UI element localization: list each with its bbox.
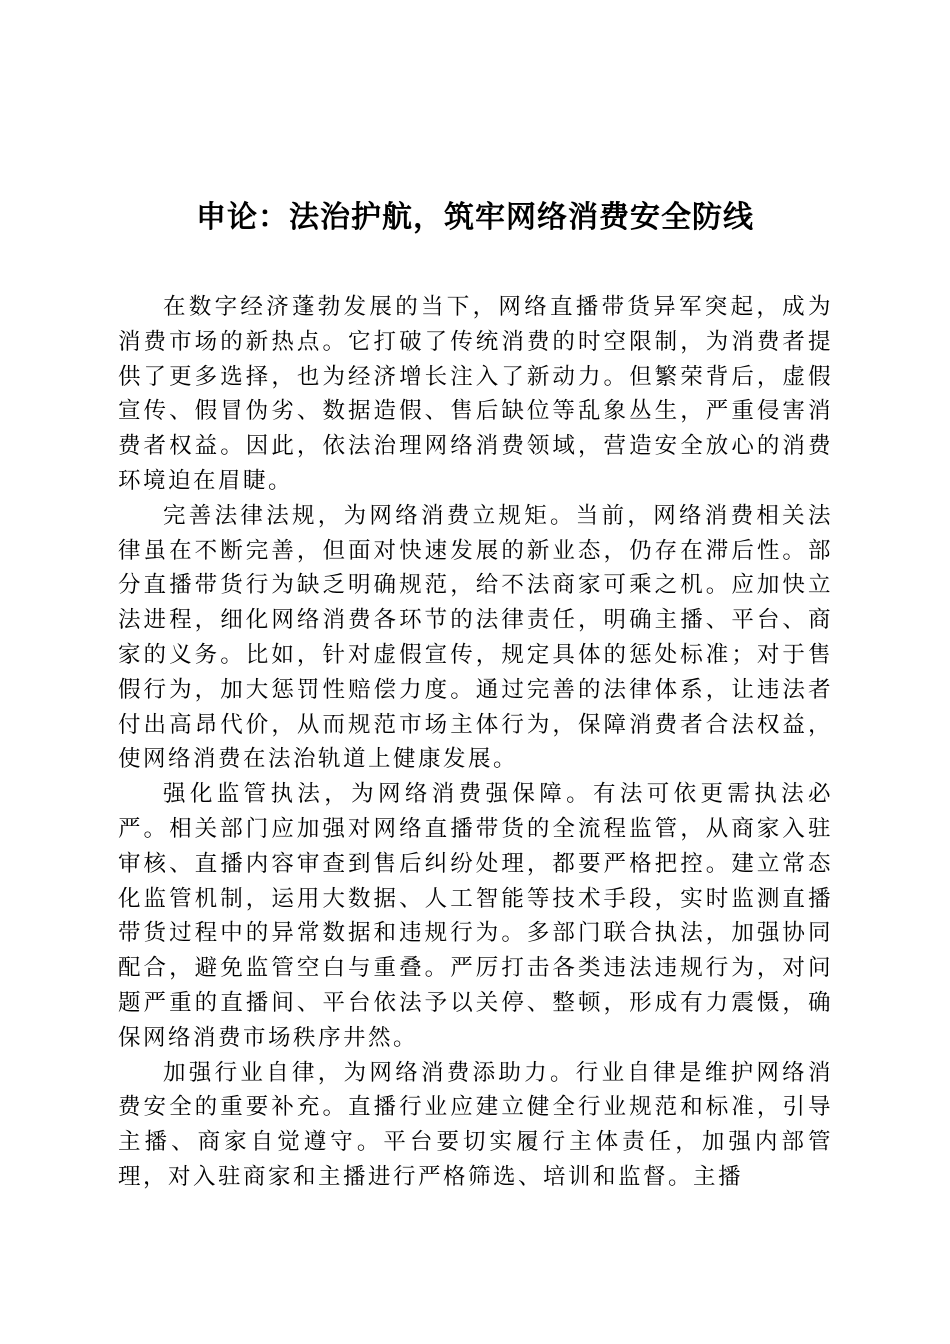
document-title: 申论：法治护航，筑牢网络消费安全防线 — [196, 200, 754, 235]
paragraph-self-discipline: 加强行业自律，为网络消费添助力。行业自律是维护网络消费安全的重要补充。直播行业应建立健全行业规范和标准，引导主播、商家自觉遵守。平台要切实履行主体责任，加强内部管理，对入驻商家和主播进行严格筛选、培训和监督。主播 — [118, 1059, 833, 1190]
document-body — [118, 290, 833, 1195]
paragraph-intro: 在数字经济蓬勃发展的当下，网络直播带货异军突起，成为消费市场的新热点。它打破了传统消费的时空限制，为消费者提供了更多选择，也为经济增长注入了新动力。但繁荣背后，虚假宣传、假冒伪劣、数据造假、售后缺位等乱象丛生，严重侵害消费者权益。因此，依法治理网络消费领域，营造安全放心的消费环境迫在眉睫。 — [118, 294, 833, 494]
paragraph-laws: 完善法律法规，为网络消费立规矩。当前，网络消费相关法律虽在不断完善，但面对快速发展的新业态，仍存在滞后性。部分直播带货行为缺乏明确规范，给不法商家可乘之机。应加快立法进程，细化网络消费各环节的法律责任，明确主播、平台、商家的义务。比如，针对虚假宣传，规定具体的惩处标准；对于售假行为，加大惩罚性赔偿力度。通过完善的法律体系，让违法者付出高昂代价，从而规范市场主体行为，保障消费者合法权益，使网络消费在法治轨道上健康发展。 — [118, 502, 833, 773]
paragraph-supervision: 强化监管执法，为网络消费强保障。有法可依更需执法必严。相关部门应加强对网络直播带货的全流程监管，从商家入驻审核、直播内容审查到售后纠纷处理，都要严格把控。建立常态化监管机制，运用大数据、人工智能等技术手段，实时监测直播带货过程中的异常数据和违规行为。多部门联合执法，加强协同配合，避免监管空白与重叠。严厉打击各类违法违规行为，对问题严重的直播间、平台依法予以关停、整顿，形成有力震慑，确保网络消费市场秩序井然。 — [118, 781, 833, 1051]
